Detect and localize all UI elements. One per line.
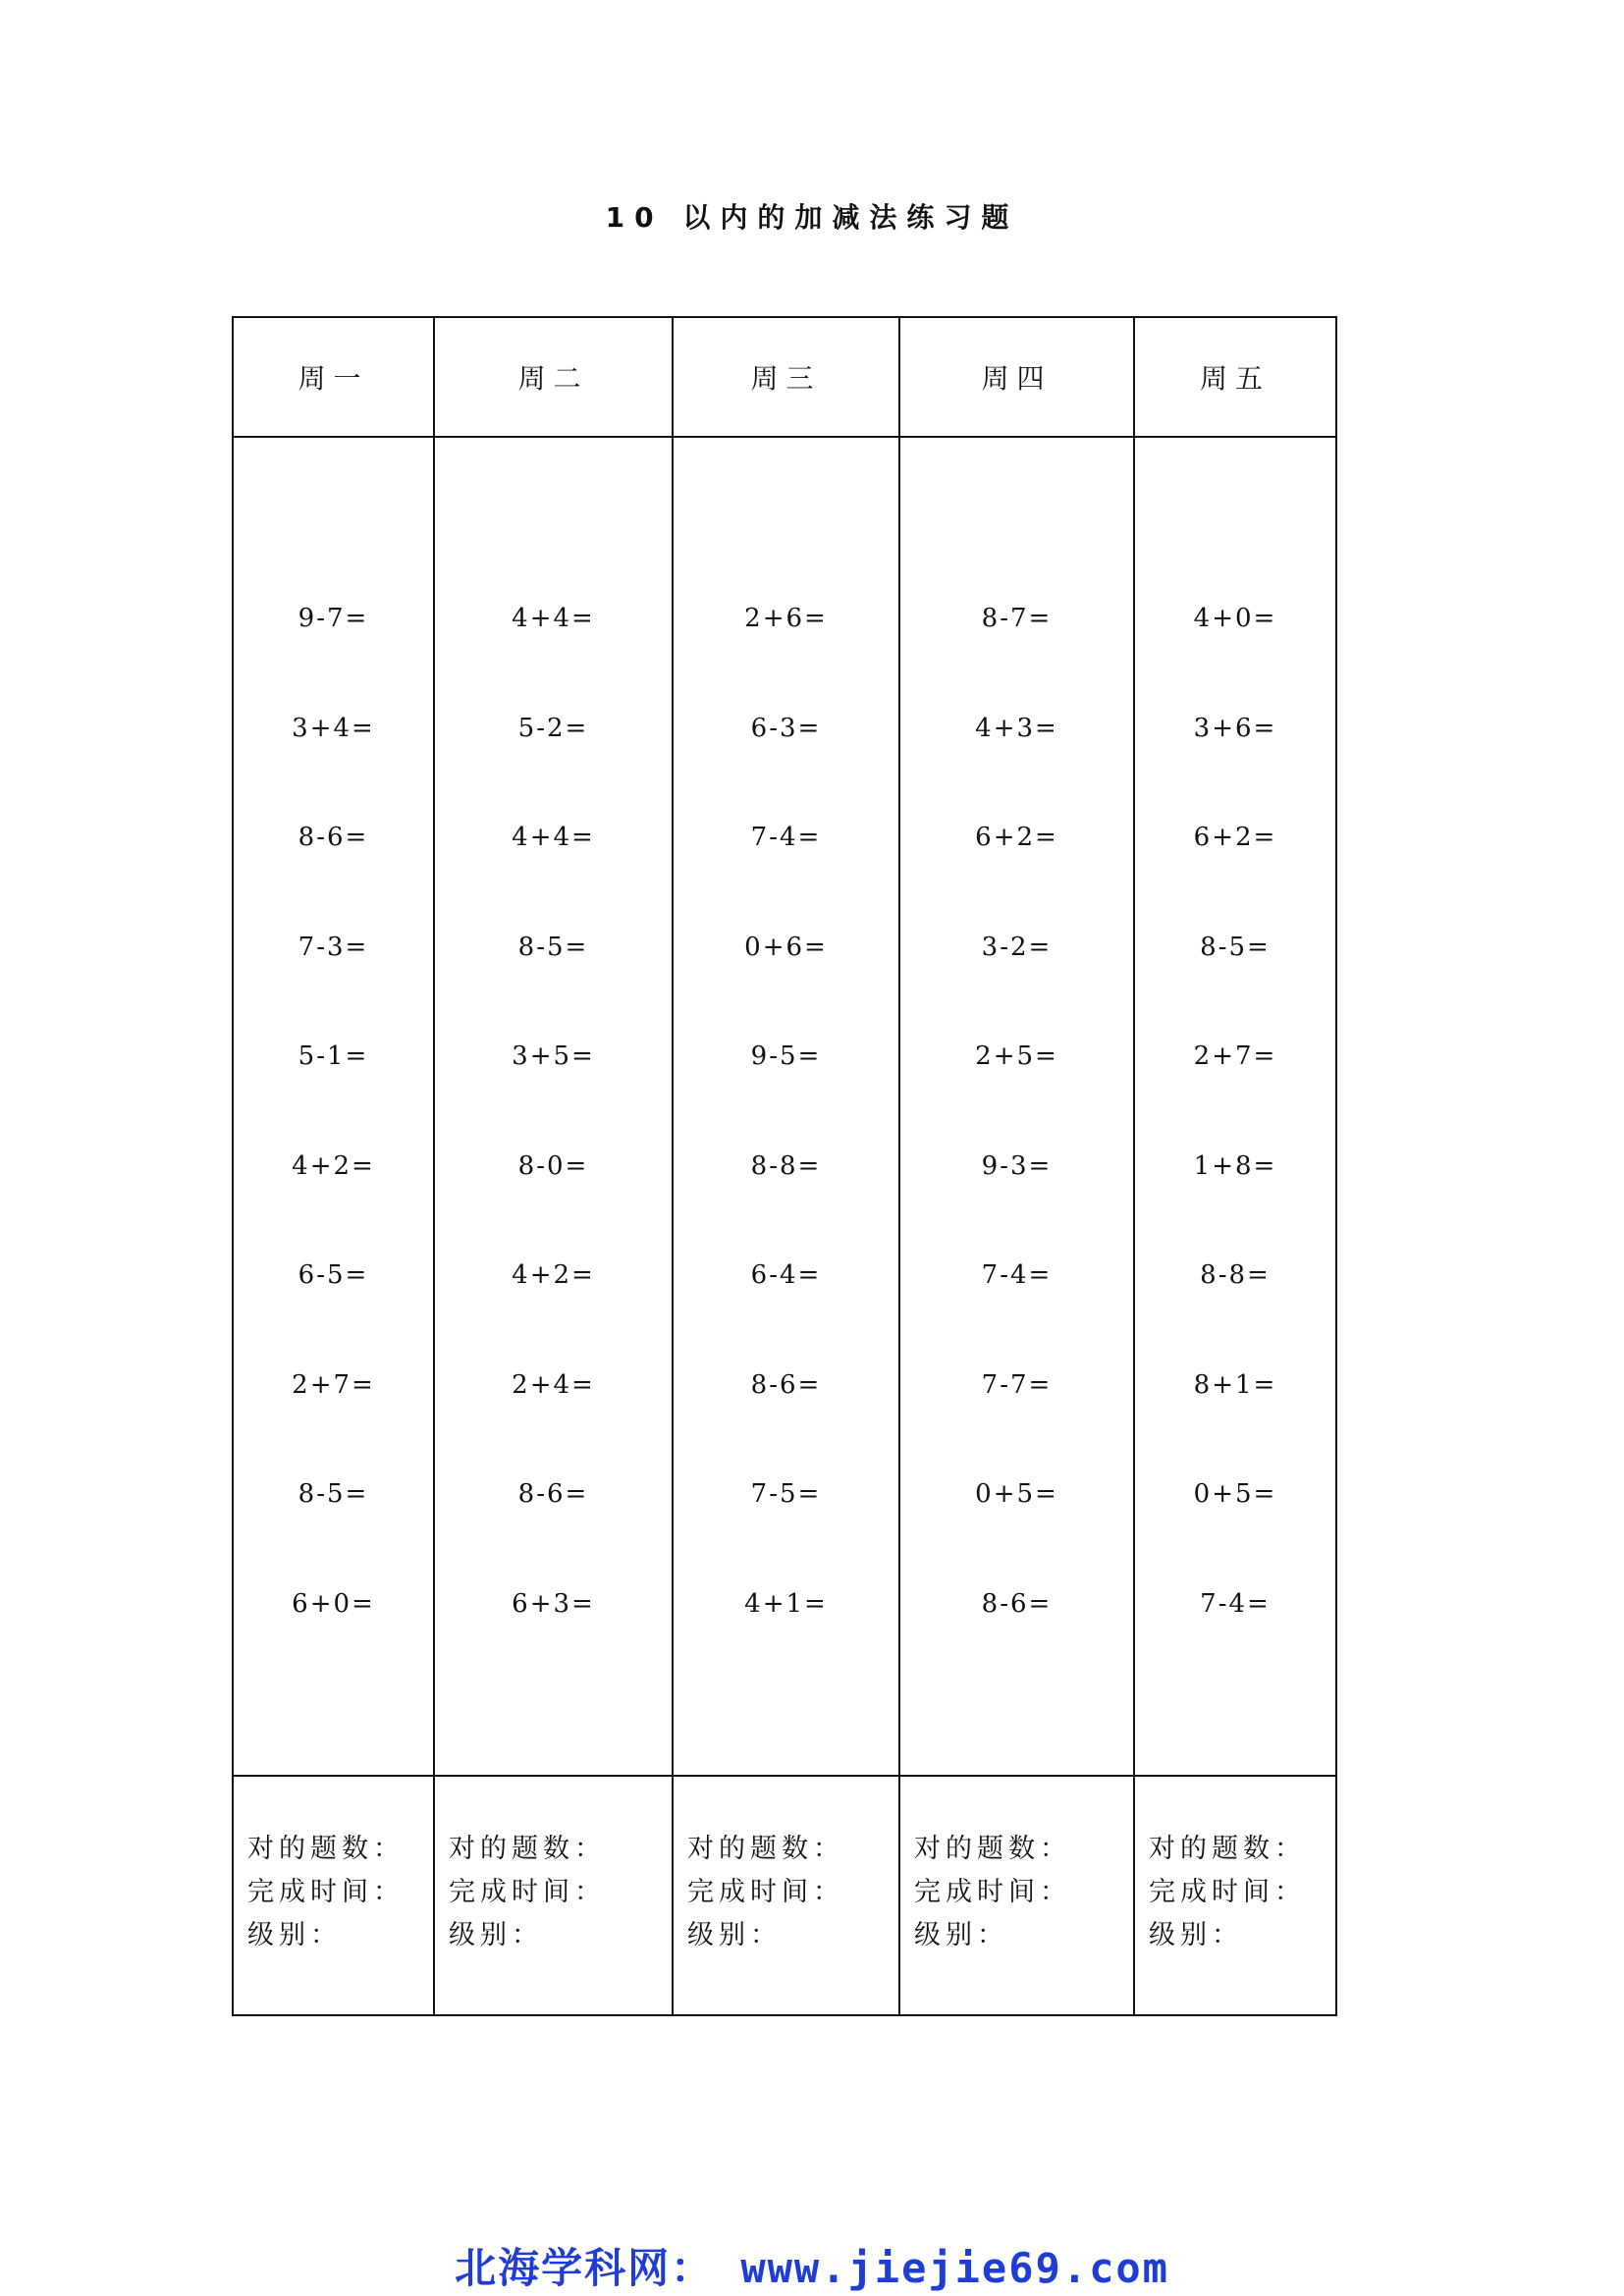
footer-cell-mon xyxy=(233,1776,434,2015)
completion-time-label: 完成时间： xyxy=(1149,1877,1306,1907)
problem: 6+0= xyxy=(292,1588,375,1619)
problem: 6-5= xyxy=(298,1260,369,1290)
problem: 6+2= xyxy=(975,823,1058,852)
document-title: 10 以内的加减法练习题 xyxy=(605,201,1019,234)
problem: 6+3= xyxy=(512,1588,595,1619)
problem: 0+5= xyxy=(975,1479,1058,1509)
problem: 8-5= xyxy=(298,1479,369,1509)
level-label: 级别： xyxy=(449,1920,543,1950)
problem: 7-4= xyxy=(1200,1588,1271,1619)
problem: 2+7= xyxy=(1193,1041,1277,1071)
problem: 3+6= xyxy=(1193,713,1277,743)
problem: 4+2= xyxy=(292,1150,375,1181)
problem: 9-7= xyxy=(298,604,369,633)
problem: 8-8= xyxy=(1200,1260,1271,1290)
problem: 9-3= xyxy=(981,1150,1053,1181)
day-header-thu: 周四 xyxy=(899,317,1134,437)
problem: 4+4= xyxy=(512,823,595,852)
footer-cell-wed xyxy=(673,1776,899,2015)
problem: 1+8= xyxy=(1193,1150,1277,1181)
problem: 5-2= xyxy=(517,713,589,743)
footer-cell-thu xyxy=(899,1776,1134,2015)
completion-time-label: 完成时间： xyxy=(247,1877,405,1907)
completion-time-label: 完成时间： xyxy=(449,1877,606,1907)
problem: 8-6= xyxy=(981,1588,1053,1619)
problem: 4+3= xyxy=(975,713,1058,743)
problems-cell-mon xyxy=(233,437,434,1776)
worksheet-table xyxy=(232,316,1337,2016)
problem: 8-6= xyxy=(750,1369,822,1400)
problem: 8-6= xyxy=(517,1479,589,1509)
problem: 8-7= xyxy=(981,604,1053,633)
level-label: 级别： xyxy=(687,1920,782,1950)
problems-cell-fri xyxy=(1134,437,1336,1776)
problem: 6-4= xyxy=(750,1260,822,1290)
day-header-mon: 周一 xyxy=(233,317,434,437)
problem: 6+2= xyxy=(1193,823,1277,852)
correct-count-label: 对的题数： xyxy=(687,1834,844,1864)
problems-cell-thu xyxy=(899,437,1134,1776)
level-label: 级别： xyxy=(914,1920,1008,1950)
level-label: 级别： xyxy=(247,1920,342,1950)
problem: 8-6= xyxy=(298,823,369,852)
problem: 3-2= xyxy=(981,932,1053,962)
day-header-wed: 周三 xyxy=(673,317,899,437)
problem: 2+4= xyxy=(512,1369,595,1400)
problem: 4+2= xyxy=(512,1260,595,1290)
correct-count-label: 对的题数： xyxy=(449,1834,606,1864)
problem: 3+5= xyxy=(512,1041,595,1071)
problem: 4+1= xyxy=(744,1588,828,1619)
problem: 8-8= xyxy=(750,1150,822,1181)
problem: 2+7= xyxy=(292,1369,375,1400)
problem: 7-7= xyxy=(981,1369,1053,1400)
problem: 0+6= xyxy=(744,932,828,962)
problem: 8-5= xyxy=(517,932,589,962)
problem: 4+0= xyxy=(1193,604,1277,633)
problem: 7-5= xyxy=(750,1479,822,1509)
problems-row xyxy=(233,437,1336,1776)
problem: 6-3= xyxy=(750,713,822,743)
problem: 2+6= xyxy=(744,604,828,633)
problem: 0+5= xyxy=(1193,1479,1277,1509)
completion-time-label: 完成时间： xyxy=(914,1877,1071,1907)
problem: 2+5= xyxy=(975,1041,1058,1071)
problem: 4+4= xyxy=(512,604,595,633)
problem: 9-5= xyxy=(750,1041,822,1071)
footer-cell-fri xyxy=(1134,1776,1336,2015)
problem: 8-0= xyxy=(517,1150,589,1181)
day-header-tue: 周二 xyxy=(434,317,673,437)
problems-cell-tue xyxy=(434,437,673,1776)
problem: 7-4= xyxy=(981,1260,1053,1290)
header-row xyxy=(233,317,1336,437)
footer-cell-tue xyxy=(434,1776,673,2015)
problem: 3+4= xyxy=(292,713,375,743)
footer-row xyxy=(233,1776,1336,2015)
correct-count-label: 对的题数： xyxy=(914,1834,1071,1864)
correct-count-label: 对的题数： xyxy=(1149,1834,1306,1864)
day-header-fri: 周五 xyxy=(1134,317,1336,437)
watermark-text: 北海学科网： www.jiejie69.com xyxy=(455,2244,1169,2292)
problem: 8+1= xyxy=(1193,1369,1277,1400)
correct-count-label: 对的题数： xyxy=(247,1834,405,1864)
completion-time-label: 完成时间： xyxy=(687,1877,844,1907)
problems-cell-wed xyxy=(673,437,899,1776)
level-label: 级别： xyxy=(1149,1920,1243,1950)
problem: 7-4= xyxy=(750,823,822,852)
problem: 5-1= xyxy=(298,1041,369,1071)
problem: 8-5= xyxy=(1200,932,1271,962)
problem: 7-3= xyxy=(298,932,369,962)
